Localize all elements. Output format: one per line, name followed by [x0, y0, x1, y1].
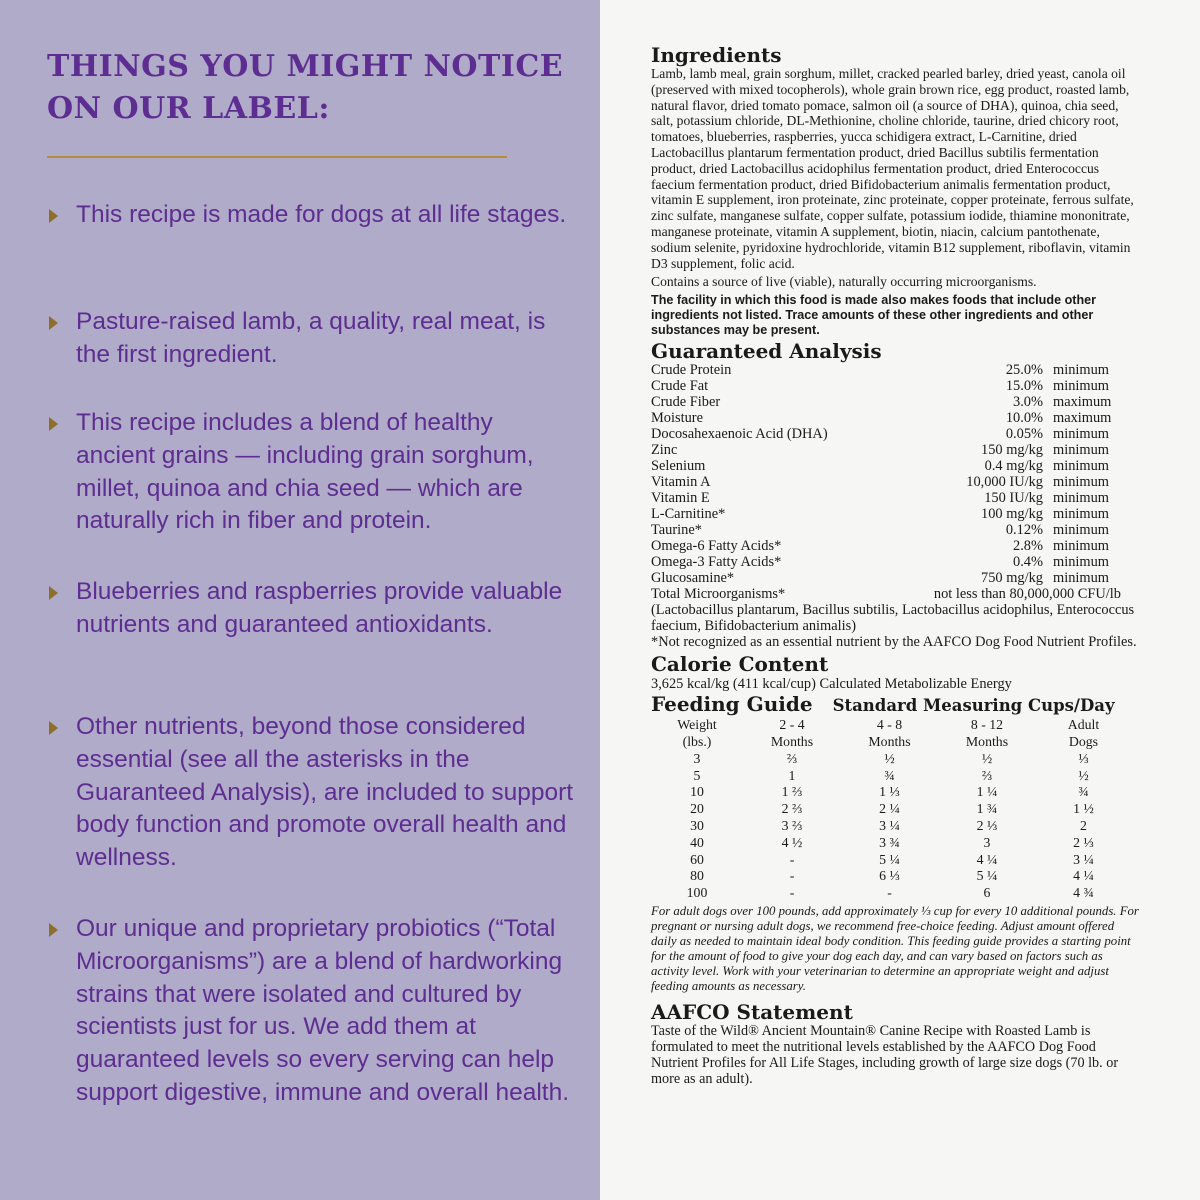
feeding-cell: 1 ⅓ [879, 784, 900, 800]
feeding-cell: 100 [686, 885, 708, 901]
feeding-row [651, 768, 1131, 785]
ingredients-heading: Ingredients [651, 43, 782, 67]
feeding-cell: ½ [1078, 767, 1089, 783]
feeding-cell: 1 [788, 767, 796, 783]
feeding-cell: 4 ¼ [976, 851, 998, 867]
bullet-text: Our unique and proprietary probiotics (“Total Microorganisms”) are a blend of hardworking strains that were isolated and cultured by scientists just for us. We add them at guaranteed levels so every serving can help support digestive, immune and overall health. [76, 915, 570, 1106]
asterisk-footnote: *Not recognized as an essential nutrient by the AAFCO Dog Food Nutrient Profiles. [651, 634, 1137, 651]
triangle-bullet-icon [49, 923, 58, 937]
feeding-cell: 1 ½ [1073, 801, 1094, 817]
ga-value: 150 IU/kg [984, 490, 1043, 507]
ga-nutrient: Moisture [651, 410, 703, 427]
ga-qualifier: maximum [1053, 394, 1112, 411]
triangle-bullet-icon [49, 417, 58, 431]
feeding-cell: - [887, 885, 892, 901]
ga-qualifier: minimum [1053, 570, 1109, 587]
ga-row [651, 394, 1141, 410]
nutrition-label [651, 44, 1141, 1087]
ga-nutrient: Total Microorganisms* [651, 586, 786, 603]
ga-row [651, 410, 1141, 426]
feeding-column-header: Weight [677, 717, 717, 733]
feeding-header-row [651, 734, 1131, 751]
bullet-item [47, 199, 577, 232]
ga-value: 10,000 IU/kg [966, 474, 1043, 491]
ga-value: 2.8% [1013, 538, 1043, 555]
feeding-row [651, 818, 1131, 835]
title-divider [47, 156, 507, 158]
feeding-cell: 30 [690, 817, 704, 833]
feeding-cell: 3 ¼ [879, 817, 900, 833]
feeding-column-header: Adult [1067, 717, 1100, 733]
ga-value: 0.4 mg/kg [984, 458, 1043, 475]
feeding-cell: - [789, 868, 795, 884]
feeding-cell: 2 ⅓ [1073, 834, 1094, 850]
ga-nutrient: Crude Protein [651, 362, 732, 379]
feeding-cell: 1 ¼ [976, 784, 998, 800]
ga-value: 0.4% [1013, 554, 1043, 571]
feeding-cell: 6 [983, 885, 991, 901]
ga-qualifier: minimum [1053, 458, 1109, 475]
calorie-content-text: 3,625 kcal/kg (411 kcal/cup) Calculated Metabolizable Energy [651, 676, 1012, 693]
feeding-cell: ¾ [884, 767, 895, 783]
facility-note: The facility in which this food is made also makes foods that include other ingredients not listed. Trace amounts of these other ingredients and other substances may be present. [651, 293, 1097, 338]
feeding-cell: ⅓ [1078, 750, 1089, 766]
bullet-item [47, 576, 577, 642]
feeding-column-header: 4 - 8 [876, 717, 903, 733]
bullet-text: Other nutrients, beyond those considered essential (see all the asterisks in the Guaranteed Analysis), are included to support body function and promote overall health and wellness. [76, 713, 574, 872]
ga-qualifier: minimum [1053, 538, 1109, 555]
feeding-cell: 3 ⅔ [781, 817, 803, 833]
feeding-cell: 1 ⅔ [781, 784, 803, 800]
feeding-cell: - [789, 851, 795, 867]
feeding-header-row [651, 717, 1131, 734]
ga-nutrient: Docosahexaenoic Acid (DHA) [651, 426, 828, 443]
ga-value: 10.0% [1005, 410, 1043, 427]
feeding-column-header: Months [868, 733, 911, 749]
ga-row [651, 458, 1141, 474]
ga-value: 0.05% [1005, 426, 1043, 443]
feeding-column-header: Months [965, 733, 1009, 749]
feeding-row [651, 801, 1131, 818]
ga-qualifier: minimum [1053, 378, 1109, 395]
triangle-bullet-icon [49, 586, 58, 600]
ga-qualifier: minimum [1053, 426, 1109, 443]
total-microorganisms-row [651, 586, 1141, 602]
feeding-cell: 3 ¾ [879, 834, 900, 850]
feeding-cell: 2 ⅓ [976, 817, 998, 833]
feeding-cell: 10 [690, 784, 704, 800]
bullet-item [47, 306, 577, 372]
ingredients-text: Lamb, lamb meal, grain sorghum, millet, cracked pearled barley, dried yeast, canola oil (preserved with mixed tocopherols), whole grain brown rice, egg product, roasted lamb, natural flavor, dried tomato pomace, salmon oil (a source of DHA), quinoa, chia seed, salt, potassium chloride, DL-Methionine, choline chloride, taurine, dried chicory root, tomatoes, blueberries, raspberries, yucca schidigera extract, L-Carnitine, dried Lactobacillus plantarum fermentation product, dried Bacillus subtilis fermentation product, dried Lactobacillus acidophilus fermentation product, dried Enterococcus faecium fermentation product, dried Bifidobacterium animalis fermentation product, vitamin E supplement, iron proteinate, zinc proteinate, copper proteinate, ferrous sulfate, zinc sulfate, manganese sulfate, copper sulfate, potassium iodide, thiamine mononitrate, manganese proteinate, vitamin A supplement, biotin, niacin, calcium pantothenate, sodium selenite, pyridoxine hydrochloride, vitamin B12 supplement, riboflavin, vitamin D3 supplement, folic acid. [651, 66, 1134, 271]
microorganism-strains: (Lactobacillus plantarum, Bacillus subtilis, Lactobacillus acidophilus, Enterococcus faecium, Bifidobacterium animalis) [651, 602, 1135, 635]
ga-nutrient: Zinc [651, 442, 678, 459]
feeding-row [651, 835, 1131, 852]
ga-value: 3.0% [1013, 394, 1043, 411]
page-title: THINGS YOU MIGHT NOTICE ON OUR LABEL: [47, 49, 564, 126]
ga-row [651, 490, 1141, 506]
ga-qualifier: minimum [1053, 490, 1109, 507]
feeding-row [651, 784, 1131, 801]
ga-value: 750 mg/kg [981, 570, 1043, 587]
bullet-text: Pasture-raised lamb, a quality, real meat, is the first ingredient. [76, 308, 546, 368]
ga-qualifier: minimum [1053, 554, 1109, 571]
ga-nutrient: Glucosamine* [651, 570, 735, 587]
bullet-text: This recipe is made for dogs at all life stages. [76, 201, 567, 228]
feeding-cell: 2 ¼ [879, 801, 900, 817]
ga-nutrient: Crude Fiber [651, 394, 721, 411]
feeding-column-header: Months [770, 733, 814, 749]
feeding-cell: ⅔ [981, 767, 993, 783]
bullet-item [47, 913, 577, 1110]
bullet-item [47, 711, 577, 875]
feeding-table-header [651, 717, 1131, 751]
ga-value: 100 mg/kg [981, 506, 1043, 523]
feeding-row [651, 751, 1131, 768]
feeding-cell: 20 [690, 801, 704, 817]
feeding-cell: 4 ¾ [1073, 885, 1094, 901]
feeding-column-header: 8 - 12 [970, 717, 1004, 733]
feeding-cell: 3 [983, 834, 991, 850]
ga-nutrient: Omega-3 Fatty Acids* [651, 554, 782, 571]
ga-nutrient: Omega-6 Fatty Acids* [651, 538, 782, 555]
ga-qualifier: minimum [1053, 474, 1109, 491]
triangle-bullet-icon [49, 721, 58, 735]
feeding-table [651, 717, 1131, 902]
ga-row [651, 378, 1141, 394]
bullet-text: This recipe includes a blend of healthy ancient grains — including grain sorghum, millet, quinoa and chia seed — which are naturally rich in fiber and protein. [76, 409, 534, 535]
feeding-row [651, 852, 1131, 869]
aafco-text: Taste of the Wild® Ancient Mountain® Canine Recipe with Roasted Lamb is formulated to meet the nutritional levels established by the AAFCO Dog Food Nutrient Profiles for All Life Stages, including growth of large size dogs (70 lb. or more as an adult). [651, 1022, 1119, 1087]
bullet-item [47, 407, 577, 538]
ga-value: 150 mg/kg [981, 442, 1043, 459]
feeding-note: For adult dogs over 100 pounds, add approximately ⅓ cup for every 10 additional pounds. For pregnant or nursing adult dogs, we recommend free-choice feeding. Adjust amount offered daily as needed to maintain ideal body condition. This feeding guide provides a starting point for the amount of food to give your dog each day, and can vary based on factors such as activity level. Work with your veterinarian to determine an appropriate weight and adjust feeding amounts as necessary. [651, 903, 1139, 993]
feeding-cell: 2 [1080, 817, 1087, 833]
ga-nutrient: Crude Fat [651, 378, 709, 395]
feeding-guide-header [651, 693, 1141, 715]
feeding-cell: 2 ⅔ [781, 801, 803, 817]
feeding-cell: 6 ⅓ [879, 868, 900, 884]
feeding-table-body [651, 751, 1131, 902]
ga-qualifier: minimum [1053, 506, 1109, 523]
feeding-column-header: Dogs [1068, 733, 1099, 749]
ga-row [651, 362, 1141, 378]
guaranteed-analysis-table [651, 362, 1141, 586]
ga-row [651, 442, 1141, 458]
feeding-cell: 5 ¼ [976, 868, 998, 884]
ga-qualifier: minimum [1053, 362, 1109, 379]
feeding-cell: 80 [690, 868, 704, 884]
feeding-guide-heading: Feeding Guide [651, 692, 813, 717]
feeding-cell: ½ [981, 750, 993, 766]
ga-row [651, 506, 1141, 522]
ga-row [651, 554, 1141, 570]
bullet-text: Blueberries and raspberries provide valuable nutrients and guaranteed antioxidants. [76, 578, 563, 638]
feeding-column-header: 2 - 4 [779, 717, 805, 733]
feeding-cell: 1 ¾ [976, 801, 998, 817]
ga-value: 15.0% [1005, 378, 1043, 395]
ga-nutrient: Vitamin E [651, 490, 710, 507]
ga-nutrient: Selenium [651, 458, 706, 475]
guaranteed-analysis-heading: Guaranteed Analysis [651, 339, 882, 364]
feeding-cell: 4 ¼ [1073, 868, 1094, 884]
feeding-row [651, 868, 1131, 885]
ga-row [651, 538, 1141, 554]
ga-row [651, 426, 1141, 442]
feeding-cell: 5 ¼ [879, 851, 900, 867]
ga-nutrient: Vitamin A [651, 474, 711, 491]
feeding-row [651, 885, 1131, 902]
ga-nutrient: Taurine* [651, 522, 702, 539]
ga-qualifier: minimum [1053, 442, 1109, 459]
feeding-column-header: (lbs.) [682, 733, 712, 749]
calorie-content-heading: Calorie Content [651, 652, 829, 677]
ga-qualifier: maximum [1053, 410, 1112, 427]
probiotic-note: Contains a source of live (viable), naturally occurring microorganisms. [651, 274, 1037, 290]
ga-value: not less than 80,000,000 CFU/lb [933, 586, 1121, 603]
triangle-bullet-icon [49, 209, 58, 223]
feeding-cell: 4 ½ [781, 834, 803, 850]
feeding-cell: 5 [693, 767, 701, 783]
ga-row [651, 474, 1141, 490]
aafco-heading: AAFCO Statement [651, 999, 853, 1024]
triangle-bullet-icon [49, 316, 58, 330]
ga-nutrient: L-Carnitine* [651, 506, 726, 523]
feeding-cell: ¾ [1078, 784, 1089, 800]
feeding-cell: ½ [884, 750, 895, 766]
ga-value: 25.0% [1005, 362, 1043, 379]
feeding-cell: ⅔ [786, 750, 798, 766]
ga-row [651, 522, 1141, 538]
feeding-cell: - [789, 885, 795, 901]
feeding-guide-subheading: Standard Measuring Cups/Day [832, 696, 1115, 716]
ga-value: 0.12% [1005, 522, 1043, 539]
ga-row [651, 570, 1141, 586]
feeding-cell: 40 [690, 834, 704, 850]
feeding-cell: 3 ¼ [1073, 851, 1094, 867]
feeding-cell: 60 [690, 851, 704, 867]
ga-qualifier: minimum [1053, 522, 1109, 539]
feeding-cell: 3 [693, 750, 701, 766]
